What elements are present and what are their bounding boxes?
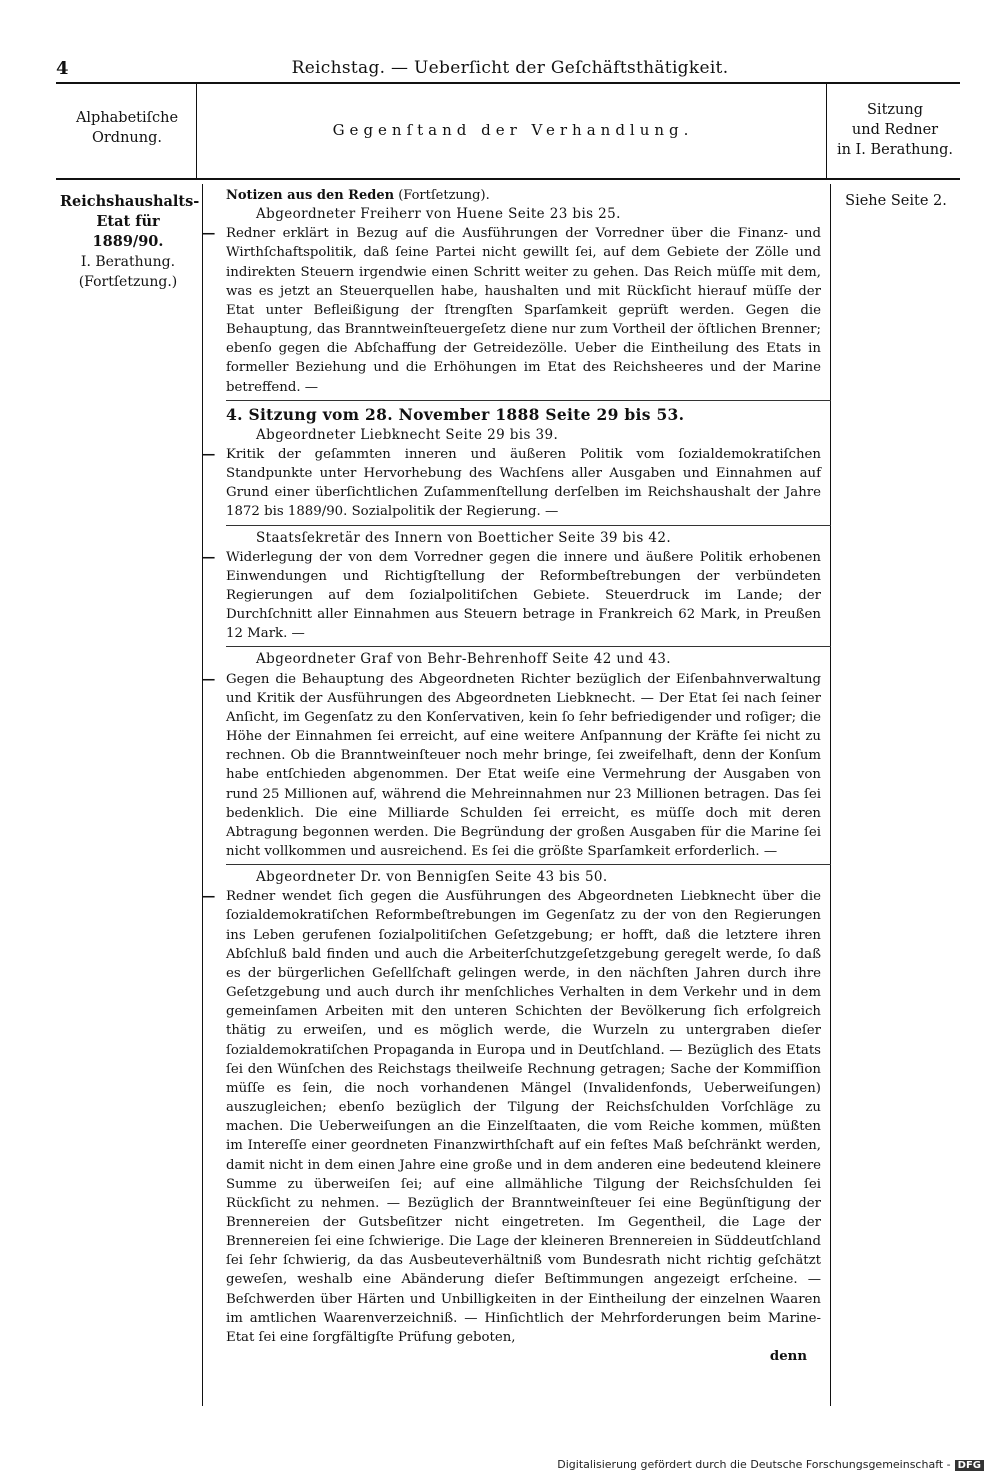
speech-summary [202, 224, 821, 396]
speech-summary [202, 445, 821, 522]
separator-rule [226, 525, 831, 526]
entry-label-continuation: (Fortſetzung.) [78, 274, 178, 290]
speech-summary [202, 548, 821, 644]
speech-text: Redner wendet ſich gegen die Ausführungen des Abgeordneten Liebknecht über die ſozialdemokratiſchen Reformbeſtrebungen im Gegenſatz zu der von den Regierungen ins Leben gerufenen ſozialpolitiſchen Geſetzgebung; er hofft, daß die letztere ihren Abſchluß bald finden und auch die Arbeiterſchutzgeſetzgebung geregelt werde, ſo daß es der bürgerlichen Geſellſchaft gelingen werde, in den nächſten Jahren durch ihre Geſetzgebung und auch durch ihr menſchliches Verhalten in dem Verkehr und in dem gemeinſamen Arbeiten mit den unteren Schichten der Bevölkerung ſich erfolgreich thätig zu erweiſen, und es möglich werde, die Wurzeln zu untergraben dieſer ſozialdemokratiſchen Propaganda in Europa und in Deutſchland. — Bezüglich des Etats ſei den Wünſchen des Reichstags theilweiſe Rechnung getragen; Sache der Kommiſſion müſſe es ſein, die noch vorhandenen Mängel (Invalidenfonds, Ueberweiſungen) auszugleichen; ebenſo bezüglich der Tilgung der Reichsſchulden Vorſchläge zu machen. Die Ueberweiſungen an die Einzelſtaaten, die vom Reiche kommen, müßten im Intereſſe einer geordneten Finanzwirthſchaft auf ein feſtes Maß beſchränkt werden, damit nicht in dem einen Jahre eine große und in dem anderen eine bedeutend kleinere Summe zu überweiſen ſei; auf eine allmähliche Tilgung der Reichsſchulden ſei Rückſicht zu nehmen. — Bezüglich der Branntweinſteuer ſei eine Begünſtigung der Brennereien der Gutsbeſitzer nicht eingetreten. Im Gegentheil, die Lage der Brennereien ſei eine ſchwierige. Die Lage der kleineren Brennereien in Süddeutſchland ſei ſehr ſchwierig, da das Ausbeuteverhältniß vom Bundesrath nicht richtig geſchätzt geweſen, weshalb eine Abänderung dieſer Beſtimmungen angezeigt erſcheine. — Beſchwerden über Härten und Unbilligkeiten in der Eintheilung der einzelnen Waaren im amtlichen Waarenverzeichniß. — Hinſichtlich der Mehrforderungen beim Marine-Etat ſei eine ſorgfältigſte Prüfung geboten, [226, 889, 821, 1345]
column-divider-right [826, 84, 827, 178]
dash-mark: — [202, 889, 216, 905]
page-number: 4 [56, 58, 69, 79]
speech-text: Kritik der geſammten inneren und äußeren Politik vom ſozialdemokratiſchen Standpunkte unter Hervorhebung des Wachſens aller Ausgaben und Einnahmen auf Grund einer überſichtlichen Zuſammenſtellung derſelben im Reichshaushalt der Jahre 1872 bis 1889/90. Sozialpolitik der Regierung. — [226, 446, 821, 520]
entry-label [60, 192, 200, 292]
column-header-session-line: und Redner [851, 122, 939, 138]
column-header-order [58, 108, 196, 148]
dfg-logo: DFG [955, 1460, 984, 1471]
digitization-credit [557, 1458, 984, 1471]
separator-rule [226, 864, 831, 865]
column-header-order-line: Alphabetiſche [75, 110, 179, 126]
speech-text: Redner erklärt in Bezug auf die Ausführungen der Vorredner über die Finanz- und Wirthſchaftspolitik, daß ſeine Partei nicht gewillt ſei, auf dem Gebiete der Zölle und indirekten Steuern irgendwie einen Schritt weiter zu gehen. Das Reich müſſe mit dem, was es jetzt an Steuerquellen habe, haushalten und mit Rückſicht hierauf müſſe der Etat unter Befleißigung der ſtrengſten Sparſamkeit geprüft werden. Gegen die Behauptung, das Branntweinſteuergeſetz diene nur zum Vortheil der öſtlichen Brenner; ebenſo gegen die Abſchaffung der Getreidezölle. Ueber die Eintheilung des Etats in formeller Beziehung und die Erhöhungen im Etat des Reichsheeres und der Marine betreffend. — [226, 226, 821, 395]
main-column [202, 186, 821, 1366]
speaker-heading: Staatsſekretär des Innern von Boetticher Seite 39 bis 42. [256, 529, 672, 546]
entry-label-title: Reichshaushalts- [60, 193, 200, 210]
speech-text: Widerlegung der von dem Vorredner gegen die innere und äußere Politik erhobenen Einwendungen und Richtigſtellung der Reformbeſtrebungen der verbündeten Regierungen auf dem ſozialpolitiſchen Gebiete. Steuerdruck im Lande; der Durchſchnitt aller Einnahmen aus Steuern betrage in Frankreich 62 Mark, in Preußen 12 Mark. — [226, 549, 821, 642]
column-divider-right-body [830, 184, 831, 1406]
column-header-subject: Gegenſtand der Verhandlung. [332, 121, 694, 139]
dash-mark: — [202, 446, 216, 462]
notes-heading-bold: Notizen aus den Reden [226, 188, 395, 203]
running-header-title: Reichstag. — Ueberſicht der Geſchäftsthätigkeit. [291, 58, 729, 78]
separator-rule [226, 646, 831, 647]
session-heading: 4. Sitzung vom 28. November 1888 Seite 29 bis 53. [226, 404, 685, 424]
notes-heading [226, 186, 821, 205]
entry-label-title: Etat für 1889/90. [92, 213, 164, 250]
separator-rule [226, 400, 831, 401]
column-divider-left-body [202, 184, 203, 1406]
column-divider-left [196, 84, 197, 178]
session-reference: Siehe Seite 2. [845, 193, 947, 209]
column-header-session [830, 100, 960, 160]
column-header-session-line: in I. Berathung. [836, 142, 954, 158]
catchword: denn [769, 1349, 807, 1365]
entry-label-reading: I. Berathung. [80, 254, 176, 270]
speaker-heading: Abgeordneter Liebknecht Seite 29 bis 39. [256, 426, 559, 443]
speaker-heading: Abgeordneter Graf von Behr-Behrenhoff Seite 42 und 43. [256, 651, 671, 668]
column-header-session-line: Sitzung [867, 102, 923, 118]
header-rule-top [56, 82, 960, 84]
notes-heading-rest: (Fortſetzung). [394, 188, 490, 203]
header-rule-bottom [56, 178, 960, 180]
digitization-credit-text: Digitalisierung gefördert durch die Deutsche Forschungsgemeinschaft - [557, 1458, 951, 1471]
speaker-heading: Abgeordneter Dr. von Bennigſen Seite 43 bis 50. [256, 869, 608, 886]
column-header-order-line: Ordnung. [91, 130, 162, 146]
speech-text: Gegen die Behauptung des Abgeordneten Richter bezüglich der Eiſenbahnverwaltung und Kritik der Ausführungen des Abgeordneten Liebknecht. — Der Etat ſei nach ſeiner Anſicht, im Gegenſatz zu den Konſervativen, kein ſo ſehr befriedigender und roſiger; die Höhe der Einnahmen ſei erreicht, auf eine weitere Anſpannung der Kräfte ſei nicht zu rechnen. Ob die Branntweinſteuer noch mehr bringe, ſei zweifelhaft, denn der Konſum habe entſchieden abgenommen. Der Etat weiſe eine Vermehrung der Ausgaben von rund 25 Millionen auf, während die Mehreinnahmen nur 23 Millionen betragen. Das ſei bedenklich. Die eine Milliarde Schulden ſei erreicht, es müſſe doch mit deren Abtragung begonnen werden. Die Begründung der großen Ausgaben für die Marine ſei nicht vollkommen und ausreichend. Es ſei die größte Sparſamkeit erforderlich. — [226, 671, 821, 859]
speaker-heading: Abgeordneter Freiherr von Huene Seite 23 bis 25. [256, 206, 621, 223]
speech-summary [202, 887, 821, 1347]
speech-summary [202, 670, 821, 862]
dash-mark: — [202, 549, 216, 565]
dash-mark: — [202, 671, 216, 687]
dash-mark: — [202, 226, 216, 242]
